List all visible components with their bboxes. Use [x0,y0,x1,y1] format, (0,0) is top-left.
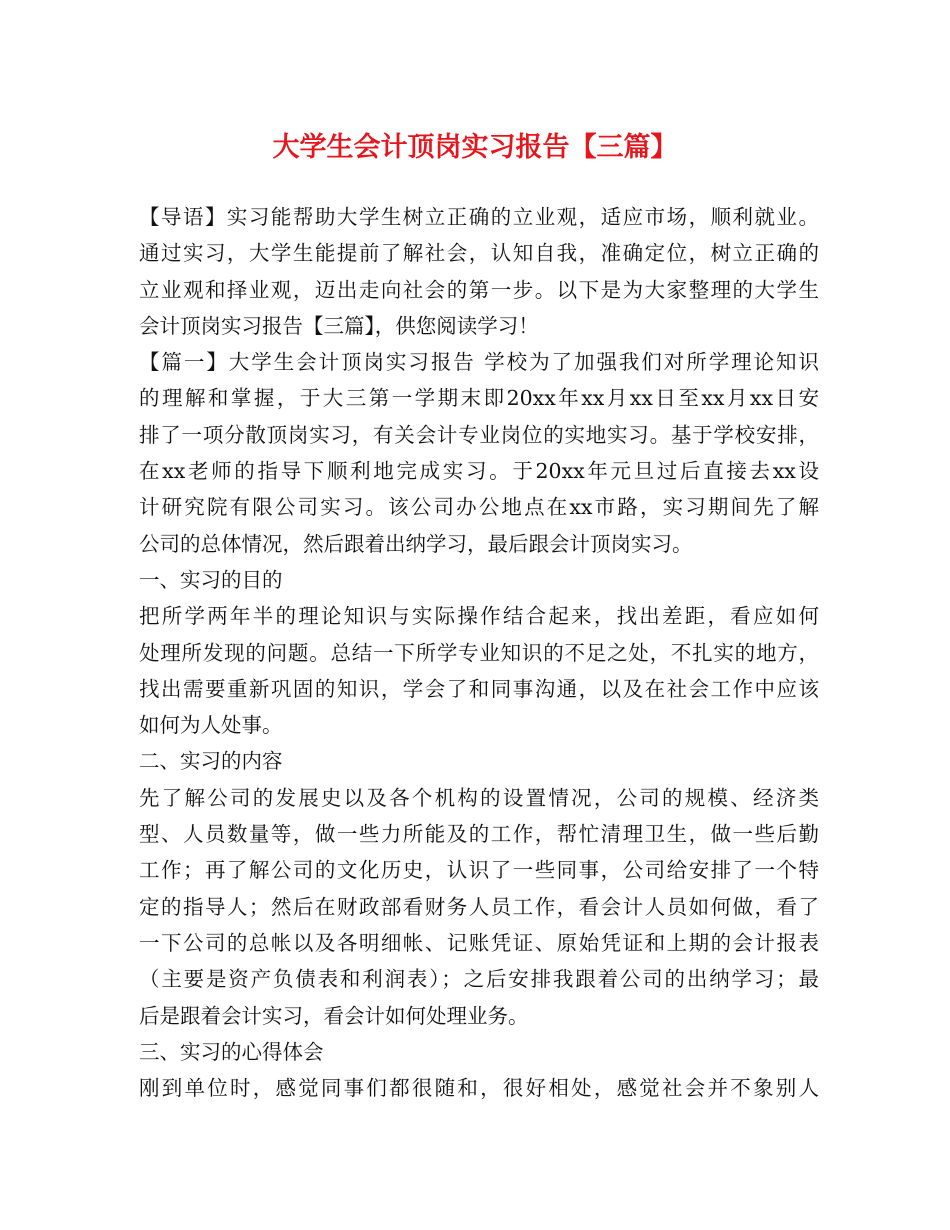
text-line: 通过实习，大学生能提前了解社会，认知自我，准确定位，树立正确的 [139,241,819,266]
text-line: 把所学两年半的理论知识与实际操作结合起来，找出差距，看应如何 [139,604,819,629]
text-line: 立业观和择业观，迈出走向社会的第一步。以下是为大家整理的大学生 [139,277,819,302]
text-line: 刚到单位时，感觉同事们都很随和，很好相处，感觉社会并不象别人 [139,1076,819,1101]
text-line: 定的指导人；然后在财政部看财务人员工作，看会计人员如何做，看了 [139,894,819,919]
section-heading: 一、实习的目的 [139,567,283,592]
text-line: 型、人员数量等，做一些力所能及的工作，帮忙清理卫生，做一些后勤 [139,822,819,847]
text-line: 计研究院有限公司实习。该公司办公地点在xx市路，实习期间先了解 [139,495,819,520]
document-title: 大学生会计顶岗实习报告【三篇】 [272,132,678,163]
text-line: 处理所发现的问题。总结一下所学专业知识的不足之处，不扎实的地方， [139,640,819,665]
text-line: 如何为人处事。 [139,713,283,738]
text-line: （主要是资产负债表和利润表）；之后安排我跟着公司的出纳学习；最 [139,967,819,992]
text-line: 找出需要重新巩固的知识，学会了和同事沟通，以及在社会工作中应该 [139,676,819,701]
text-line: 【导语】实习能帮助大学生树立正确的立业观，适应市场，顺利就业。 [139,205,819,229]
text-line: 【篇一】大学生会计顶岗实习报告 学校为了加强我们对所学理论知识 [139,350,819,375]
section-heading: 二、实习的内容 [139,749,283,774]
text-line: 公司的总体情况，然后跟着出纳学习，最后跟会计顶岗实习。 [139,531,693,556]
text-line: 工作；再了解公司的文化历史，认识了一些同事，公司给安排了一个特 [139,858,819,883]
text-line: 一下公司的总帐以及各明细帐、记账凭证、原始凭证和上期的会计报表 [139,930,819,955]
text-line: 先了解公司的发展史以及各个机构的设置情况，公司的规模、经济类 [139,785,819,810]
document-body [139,199,819,1106]
text-line: 排了一项分散顶岗实习，有关会计专业岗位的实地实习。基于学校安排， [139,422,819,447]
text-line: 后是跟着会计实习，看会计如何处理业务。 [139,1003,529,1028]
text-line: 会计顶岗实习报告【三篇】，供您阅读学习！ [139,313,539,338]
text-line: 在xx老师的指导下顺利地完成实习。于20xx年元旦过后直接去xx设 [139,459,819,484]
text-line: 的理解和掌握，于大三第一学期末即20xx年xx月xx日至xx月xx日安 [139,386,819,411]
section-heading: 三、实习的心得体会 [139,1039,324,1064]
